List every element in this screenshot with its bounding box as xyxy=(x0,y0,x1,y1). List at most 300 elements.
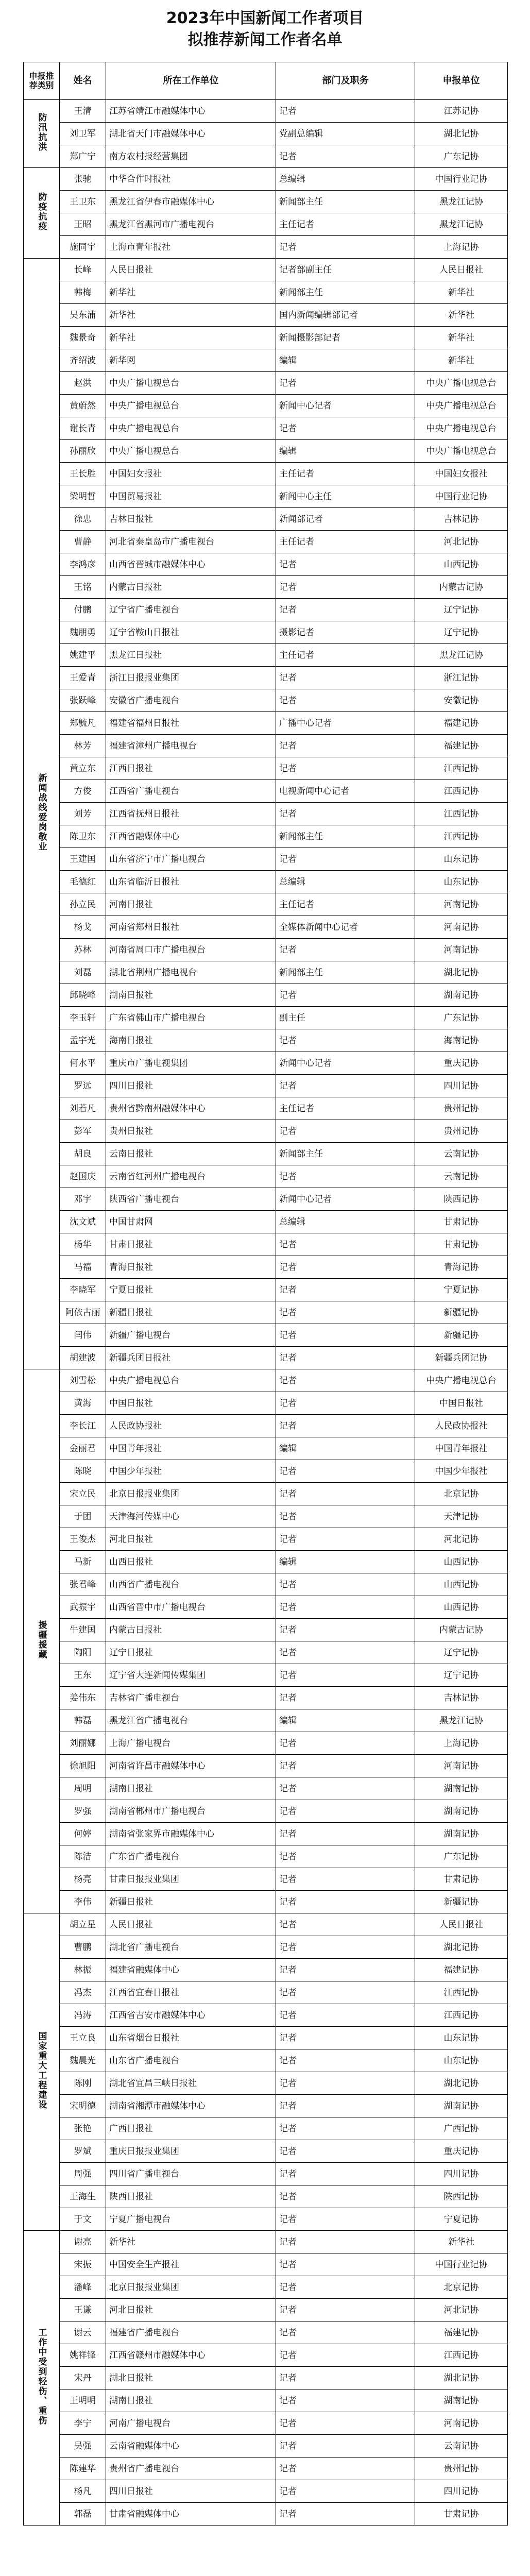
table-row xyxy=(24,1505,508,1528)
table-row xyxy=(24,349,508,372)
apply-cell: 新疆兵团记协 xyxy=(415,1347,508,1369)
table-row xyxy=(24,1823,508,1845)
name-cell: 吴强 xyxy=(60,2435,106,2458)
unit-cell: 江西省融媒体中心 xyxy=(106,825,276,848)
unit-cell: 河南省许昌市融媒体中心 xyxy=(106,1755,276,1777)
dept-cell: 记者 xyxy=(276,145,415,168)
table-row xyxy=(24,1528,508,1551)
table-row xyxy=(24,1641,508,1664)
name-cell: 李鸿彦 xyxy=(60,553,106,576)
name-cell: 胡立星 xyxy=(60,1913,106,1936)
table-row xyxy=(24,1437,508,1460)
unit-cell: 中央广播电视总台 xyxy=(106,372,276,395)
apply-cell: 四川记协 xyxy=(415,2163,508,2185)
dept-cell: 新闻部主任 xyxy=(276,825,415,848)
table-row xyxy=(24,1596,508,1619)
table-row xyxy=(24,2367,508,2389)
apply-cell: 北京记协 xyxy=(415,2276,508,2299)
apply-cell: 中国日报社 xyxy=(415,1392,508,1415)
dept-cell: 新闻部记者 xyxy=(276,508,415,531)
unit-cell: 中国日报社 xyxy=(106,1392,276,1415)
unit-cell: 新疆日报社 xyxy=(106,1301,276,1324)
roster-body xyxy=(24,100,508,2526)
table-row xyxy=(24,2299,508,2321)
unit-cell: 湖北省宜昌三峡日报社 xyxy=(106,2072,276,2095)
dept-cell: 副主任 xyxy=(276,1007,415,1029)
unit-cell: 四川日报社 xyxy=(106,1075,276,1097)
table-header-row xyxy=(24,62,508,100)
dept-cell: 记者 xyxy=(276,848,415,871)
dept-cell: 记者 xyxy=(276,689,415,712)
name-cell: 杨华 xyxy=(60,1233,106,1256)
dept-cell: 记者 xyxy=(276,2231,415,2253)
name-cell: 陈建华 xyxy=(60,2458,106,2480)
name-cell: 马福 xyxy=(60,1256,106,1279)
name-cell: 苏林 xyxy=(60,939,106,961)
unit-cell: 江西省抚州日报社 xyxy=(106,803,276,825)
dept-cell: 记者 xyxy=(276,1800,415,1823)
apply-cell: 河北记协 xyxy=(415,1528,508,1551)
document-title: 2023年中国新闻工作者项目 xyxy=(166,9,364,27)
dept-cell: 记者 xyxy=(276,735,415,757)
unit-cell: 河北日报社 xyxy=(106,1528,276,1551)
unit-cell: 中华合作时报社 xyxy=(106,168,276,191)
apply-cell: 河南记协 xyxy=(415,893,508,916)
unit-cell: 福建省福州日报社 xyxy=(106,712,276,735)
dept-cell: 记者 xyxy=(276,2253,415,2276)
unit-cell: 中国少年报社 xyxy=(106,1460,276,1483)
name-cell: 王清 xyxy=(60,100,106,123)
unit-cell: 河南省周口市广播电视台 xyxy=(106,939,276,961)
table-row xyxy=(24,531,508,553)
name-cell: 邓宇 xyxy=(60,1188,106,1211)
unit-cell: 中央广播电视总台 xyxy=(106,1369,276,1392)
name-cell: 冯涛 xyxy=(60,2004,106,2027)
apply-cell: 湖南记协 xyxy=(415,1777,508,1800)
name-cell: 刘卫军 xyxy=(60,123,106,145)
unit-cell: 贵州日报社 xyxy=(106,1120,276,1143)
unit-cell: 湖南省湘潭市融媒体中心 xyxy=(106,2095,276,2117)
table-row xyxy=(24,281,508,304)
unit-cell: 新疆日报社 xyxy=(106,1891,276,1913)
unit-cell: 四川省广播电视台 xyxy=(106,2163,276,2185)
apply-cell: 人民日报社 xyxy=(415,259,508,281)
name-cell: 王昭 xyxy=(60,213,106,236)
name-cell: 王建国 xyxy=(60,848,106,871)
dept-cell: 记者 xyxy=(276,667,415,689)
name-cell: 孙立民 xyxy=(60,893,106,916)
table-row xyxy=(24,508,508,531)
table-row xyxy=(24,2503,508,2526)
apply-cell: 河南记协 xyxy=(415,1755,508,1777)
dept-cell: 记者 xyxy=(276,1324,415,1347)
apply-cell: 福建记协 xyxy=(415,2321,508,2344)
table-row xyxy=(24,667,508,689)
dept-cell: 记者 xyxy=(276,1596,415,1619)
table-row xyxy=(24,1143,508,1165)
unit-cell: 中国妇女报社 xyxy=(106,463,276,485)
table-row xyxy=(24,689,508,712)
name-cell: 谢亮 xyxy=(60,2231,106,2253)
category-cell xyxy=(24,1913,60,2231)
unit-cell: 新疆兵团日报社 xyxy=(106,1347,276,1369)
name-cell: 魏朋勇 xyxy=(60,621,106,644)
unit-cell: 湖北日报社 xyxy=(106,2367,276,2389)
table-row xyxy=(24,1188,508,1211)
name-cell: 陈洁 xyxy=(60,1845,106,1868)
dept-cell: 电视新闻中心记者 xyxy=(276,780,415,803)
name-cell: 魏晨光 xyxy=(60,2049,106,2072)
unit-cell: 人民日报社 xyxy=(106,259,276,281)
apply-cell: 重庆记协 xyxy=(415,2140,508,2163)
unit-cell: 山东省广播电视台 xyxy=(106,2049,276,2072)
apply-cell: 云南记协 xyxy=(415,2435,508,2458)
unit-cell: 福建省广播电视台 xyxy=(106,2321,276,2344)
table-row xyxy=(24,553,508,576)
dept-cell: 记者 xyxy=(276,2458,415,2480)
unit-cell: 上海市青年报社 xyxy=(106,236,276,259)
name-cell: 王爱青 xyxy=(60,667,106,689)
unit-cell: 中央广播电视总台 xyxy=(106,417,276,440)
table-row xyxy=(24,1347,508,1369)
dept-cell: 记者 xyxy=(276,1279,415,1301)
name-cell: 于团 xyxy=(60,1505,106,1528)
table-row xyxy=(24,1981,508,2004)
unit-cell: 江西省赣州市融媒体中心 xyxy=(106,2344,276,2367)
unit-cell: 贵州省广播电视台 xyxy=(106,2458,276,2480)
apply-cell: 辽宁记协 xyxy=(415,1641,508,1664)
unit-cell: 重庆市广播电视集团 xyxy=(106,1052,276,1075)
table-row xyxy=(24,1211,508,1233)
table-row xyxy=(24,2163,508,2185)
unit-cell: 湖南日报社 xyxy=(106,1777,276,1800)
dept-cell: 新闻部主任 xyxy=(276,1143,415,1165)
apply-cell: 贵州记协 xyxy=(415,1097,508,1120)
dept-cell: 新闻部主任 xyxy=(276,961,415,984)
table-row xyxy=(24,871,508,893)
dept-cell: 广播中心记者 xyxy=(276,712,415,735)
unit-cell: 福建省漳州广播电视台 xyxy=(106,735,276,757)
table-row xyxy=(24,1392,508,1415)
header-name: 姓名 xyxy=(60,62,106,100)
apply-cell: 湖北记协 xyxy=(415,961,508,984)
name-cell: 胡良 xyxy=(60,1143,106,1165)
dept-cell: 记者 xyxy=(276,576,415,599)
unit-cell: 内蒙古日报社 xyxy=(106,1619,276,1641)
unit-cell: 河北日报社 xyxy=(106,2299,276,2321)
dept-cell: 记者 xyxy=(276,1029,415,1052)
name-cell: 徐旭阳 xyxy=(60,1755,106,1777)
unit-cell: 甘肃日报社 xyxy=(106,1233,276,1256)
apply-cell: 新华社 xyxy=(415,2231,508,2253)
table-row xyxy=(24,644,508,667)
dept-cell: 记者 xyxy=(276,1823,415,1845)
category-label: 新闻战线爱岗敬业 xyxy=(36,773,47,852)
apply-cell: 山西记协 xyxy=(415,1551,508,1573)
apply-cell: 黑龙江记协 xyxy=(415,1709,508,1732)
table-row xyxy=(24,1097,508,1120)
dept-cell: 记者部副主任 xyxy=(276,259,415,281)
table-row xyxy=(24,735,508,757)
dept-cell: 记者 xyxy=(276,1460,415,1483)
dept-cell: 记者 xyxy=(276,2095,415,2117)
dept-cell: 记者 xyxy=(276,100,415,123)
dept-cell: 编辑 xyxy=(276,1709,415,1732)
apply-cell: 新疆记协 xyxy=(415,1891,508,1913)
apply-cell: 河南记协 xyxy=(415,2412,508,2435)
apply-cell: 黑龙江记协 xyxy=(415,213,508,236)
apply-cell: 辽宁记协 xyxy=(415,1664,508,1687)
table-row xyxy=(24,1573,508,1596)
category-cell xyxy=(24,1369,60,1913)
dept-cell: 记者 xyxy=(276,1256,415,1279)
apply-cell: 云南记协 xyxy=(415,1143,508,1165)
dept-cell: 记者 xyxy=(276,553,415,576)
dept-cell: 记者 xyxy=(276,1233,415,1256)
unit-cell: 云南日报社 xyxy=(106,1143,276,1165)
unit-cell: 江西省吉安市融媒体中心 xyxy=(106,2004,276,2027)
dept-cell: 新闻中心记者 xyxy=(276,395,415,417)
name-cell: 方俊 xyxy=(60,780,106,803)
unit-cell: 黑龙江省黑河市广播电视台 xyxy=(106,213,276,236)
name-cell: 曹静 xyxy=(60,531,106,553)
dept-cell: 记者 xyxy=(276,2208,415,2231)
dept-cell: 主任记者 xyxy=(276,644,415,667)
name-cell: 杨亮 xyxy=(60,1868,106,1891)
name-cell: 王海生 xyxy=(60,2185,106,2208)
name-cell: 宋振 xyxy=(60,2253,106,2276)
dept-cell: 记者 xyxy=(276,2480,415,2503)
apply-cell: 江西记协 xyxy=(415,1981,508,2004)
unit-cell: 江西省宜春日报社 xyxy=(106,1981,276,2004)
dept-cell: 国内新闻编辑部记者 xyxy=(276,304,415,327)
apply-cell: 甘肃记协 xyxy=(415,2503,508,2526)
unit-cell: 甘肃日报报业集团 xyxy=(106,1868,276,1891)
apply-cell: 甘肃记协 xyxy=(415,1868,508,1891)
name-cell: 吴东浦 xyxy=(60,304,106,327)
apply-cell: 安徽记协 xyxy=(415,689,508,712)
name-cell: 韩梅 xyxy=(60,281,106,304)
dept-cell: 全媒体新闻中心记者 xyxy=(276,916,415,939)
name-cell: 梁明哲 xyxy=(60,485,106,508)
apply-cell: 中国行业记协 xyxy=(415,2253,508,2276)
dept-cell: 主任记者 xyxy=(276,1097,415,1120)
table-row xyxy=(24,236,508,259)
dept-cell: 总编辑 xyxy=(276,168,415,191)
name-cell: 罗强 xyxy=(60,1800,106,1823)
name-cell: 阿依古丽 xyxy=(60,1301,106,1324)
name-cell: 王明明 xyxy=(60,2389,106,2412)
name-cell: 施同宇 xyxy=(60,236,106,259)
name-cell: 陈晓 xyxy=(60,1460,106,1483)
dept-cell: 记者 xyxy=(276,2185,415,2208)
apply-cell: 河北记协 xyxy=(415,531,508,553)
dept-cell: 记者 xyxy=(276,1913,415,1936)
header-unit: 所在工作单位 xyxy=(106,62,276,100)
unit-cell: 吉林省广播电视台 xyxy=(106,1687,276,1709)
table-row xyxy=(24,2276,508,2299)
unit-cell: 中国青年报社 xyxy=(106,1437,276,1460)
apply-cell: 江西记协 xyxy=(415,757,508,780)
dept-cell: 记者 xyxy=(276,1959,415,1981)
table-row xyxy=(24,259,508,281)
table-row xyxy=(24,825,508,848)
table-row xyxy=(24,1052,508,1075)
unit-cell: 陕西省广播电视台 xyxy=(106,1188,276,1211)
dept-cell: 记者 xyxy=(276,2435,415,2458)
table-row xyxy=(24,2095,508,2117)
name-cell: 刘芳 xyxy=(60,803,106,825)
name-cell: 付鹏 xyxy=(60,599,106,621)
category-cell xyxy=(24,2231,60,2526)
unit-cell: 辽宁省鞍山日报社 xyxy=(106,621,276,644)
dept-cell: 记者 xyxy=(276,1868,415,1891)
apply-cell: 广西记协 xyxy=(415,2117,508,2140)
apply-cell: 宁夏记协 xyxy=(415,1279,508,1301)
apply-cell: 中国青年报社 xyxy=(415,1437,508,1460)
document-subtitle: 拟推荐新闻工作者名单 xyxy=(187,31,343,49)
table-row xyxy=(24,2458,508,2480)
unit-cell: 甘肃省融媒体中心 xyxy=(106,2503,276,2526)
unit-cell: 湖南日报社 xyxy=(106,984,276,1007)
unit-cell: 新华社 xyxy=(106,304,276,327)
table-row xyxy=(24,2321,508,2344)
name-cell: 李长江 xyxy=(60,1415,106,1437)
dept-cell: 总编辑 xyxy=(276,871,415,893)
dept-cell: 记者 xyxy=(276,2140,415,2163)
dept-cell: 记者 xyxy=(276,1369,415,1392)
apply-cell: 广东记协 xyxy=(415,1007,508,1029)
unit-cell: 人民政协报社 xyxy=(106,1415,276,1437)
unit-cell: 中国甘肃网 xyxy=(106,1211,276,1233)
name-cell: 宋丹 xyxy=(60,2367,106,2389)
apply-cell: 黑龙江记协 xyxy=(415,191,508,213)
table-row xyxy=(24,939,508,961)
apply-cell: 陕西记协 xyxy=(415,2185,508,2208)
dept-cell: 新闻部主任 xyxy=(276,281,415,304)
apply-cell: 中国行业记协 xyxy=(415,485,508,508)
unit-cell: 浙江日报报业集团 xyxy=(106,667,276,689)
name-cell: 谢云 xyxy=(60,2321,106,2344)
name-cell: 杨戈 xyxy=(60,916,106,939)
dept-cell: 党副总编辑 xyxy=(276,123,415,145)
unit-cell: 广西日报社 xyxy=(106,2117,276,2140)
table-row xyxy=(24,417,508,440)
apply-cell: 新华社 xyxy=(415,327,508,349)
name-cell: 李伟 xyxy=(60,1891,106,1913)
dept-cell: 主任记者 xyxy=(276,893,415,916)
name-cell: 刘丽娜 xyxy=(60,1732,106,1755)
unit-cell: 福建省融媒体中心 xyxy=(106,1959,276,1981)
dept-cell: 记者 xyxy=(276,1415,415,1437)
unit-cell: 山西省晋城市融媒体中心 xyxy=(106,553,276,576)
name-cell: 宋立民 xyxy=(60,1483,106,1505)
dept-cell: 摄影记者 xyxy=(276,621,415,644)
unit-cell: 新华社 xyxy=(106,281,276,304)
name-cell: 杨凡 xyxy=(60,2480,106,2503)
name-cell: 冯杰 xyxy=(60,1981,106,2004)
apply-cell: 中国妇女报社 xyxy=(415,463,508,485)
dept-cell: 记者 xyxy=(276,1755,415,1777)
dept-cell: 记者 xyxy=(276,2299,415,2321)
dept-cell: 记者 xyxy=(276,1505,415,1528)
apply-cell: 北京记协 xyxy=(415,1483,508,1505)
table-row xyxy=(24,463,508,485)
dept-cell: 主任记者 xyxy=(276,531,415,553)
name-cell: 郭磊 xyxy=(60,2503,106,2526)
table-row xyxy=(24,2185,508,2208)
apply-cell: 湖南记协 xyxy=(415,2095,508,2117)
table-row xyxy=(24,1800,508,1823)
apply-cell: 湖南记协 xyxy=(415,984,508,1007)
table-row xyxy=(24,372,508,395)
table-row xyxy=(24,1936,508,1959)
name-cell: 黄蔚然 xyxy=(60,395,106,417)
name-cell: 曹鹏 xyxy=(60,1936,106,1959)
apply-cell: 山东记协 xyxy=(415,871,508,893)
dept-cell: 记者 xyxy=(276,984,415,1007)
name-cell: 王长胜 xyxy=(60,463,106,485)
dept-cell: 记者 xyxy=(276,2072,415,2095)
apply-cell: 中央广播电视总台 xyxy=(415,395,508,417)
table-row xyxy=(24,1664,508,1687)
apply-cell: 重庆记协 xyxy=(415,1052,508,1075)
dept-cell: 新闻中心记者 xyxy=(276,1188,415,1211)
name-cell: 张驰 xyxy=(60,168,106,191)
name-cell: 齐绍波 xyxy=(60,349,106,372)
table-row xyxy=(24,100,508,123)
table-row xyxy=(24,712,508,735)
name-cell: 长峰 xyxy=(60,259,106,281)
unit-cell: 黑龙江日报社 xyxy=(106,644,276,667)
apply-cell: 新华社 xyxy=(415,281,508,304)
table-row xyxy=(24,1709,508,1732)
unit-cell: 四川日报社 xyxy=(106,2480,276,2503)
name-cell: 罗远 xyxy=(60,1075,106,1097)
name-cell: 闫伟 xyxy=(60,1324,106,1347)
apply-cell: 广东记协 xyxy=(415,1845,508,1868)
apply-cell: 湖南记协 xyxy=(415,1800,508,1823)
dept-cell: 主任记者 xyxy=(276,463,415,485)
table-row xyxy=(24,1007,508,1029)
name-cell: 徐忠 xyxy=(60,508,106,531)
unit-cell: 广东省佛山市广播电视台 xyxy=(106,1007,276,1029)
apply-cell: 江苏记协 xyxy=(415,100,508,123)
name-cell: 黄立东 xyxy=(60,757,106,780)
unit-cell: 黑龙江省广播电视台 xyxy=(106,1709,276,1732)
table-row xyxy=(24,395,508,417)
name-cell: 林振 xyxy=(60,1959,106,1981)
dept-cell: 记者 xyxy=(276,1845,415,1868)
name-cell: 王东 xyxy=(60,1664,106,1687)
apply-cell: 新华社 xyxy=(415,349,508,372)
apply-cell: 山东记协 xyxy=(415,2049,508,2072)
name-cell: 张艳 xyxy=(60,2117,106,2140)
unit-cell: 湖南省郴州市广播电视台 xyxy=(106,1800,276,1823)
name-cell: 陶阳 xyxy=(60,1641,106,1664)
unit-cell: 安徽省广播电视台 xyxy=(106,689,276,712)
table-row xyxy=(24,485,508,508)
unit-cell: 人民日报社 xyxy=(106,1913,276,1936)
dept-cell: 新闻中心记者 xyxy=(276,1052,415,1075)
dept-cell: 记者 xyxy=(276,2412,415,2435)
name-cell: 林芳 xyxy=(60,735,106,757)
name-cell: 赵洪 xyxy=(60,372,106,395)
apply-cell: 陕西记协 xyxy=(415,1188,508,1211)
apply-cell: 四川记协 xyxy=(415,2480,508,2503)
apply-cell: 湖南记协 xyxy=(415,2389,508,2412)
dept-cell: 记者 xyxy=(276,1392,415,1415)
